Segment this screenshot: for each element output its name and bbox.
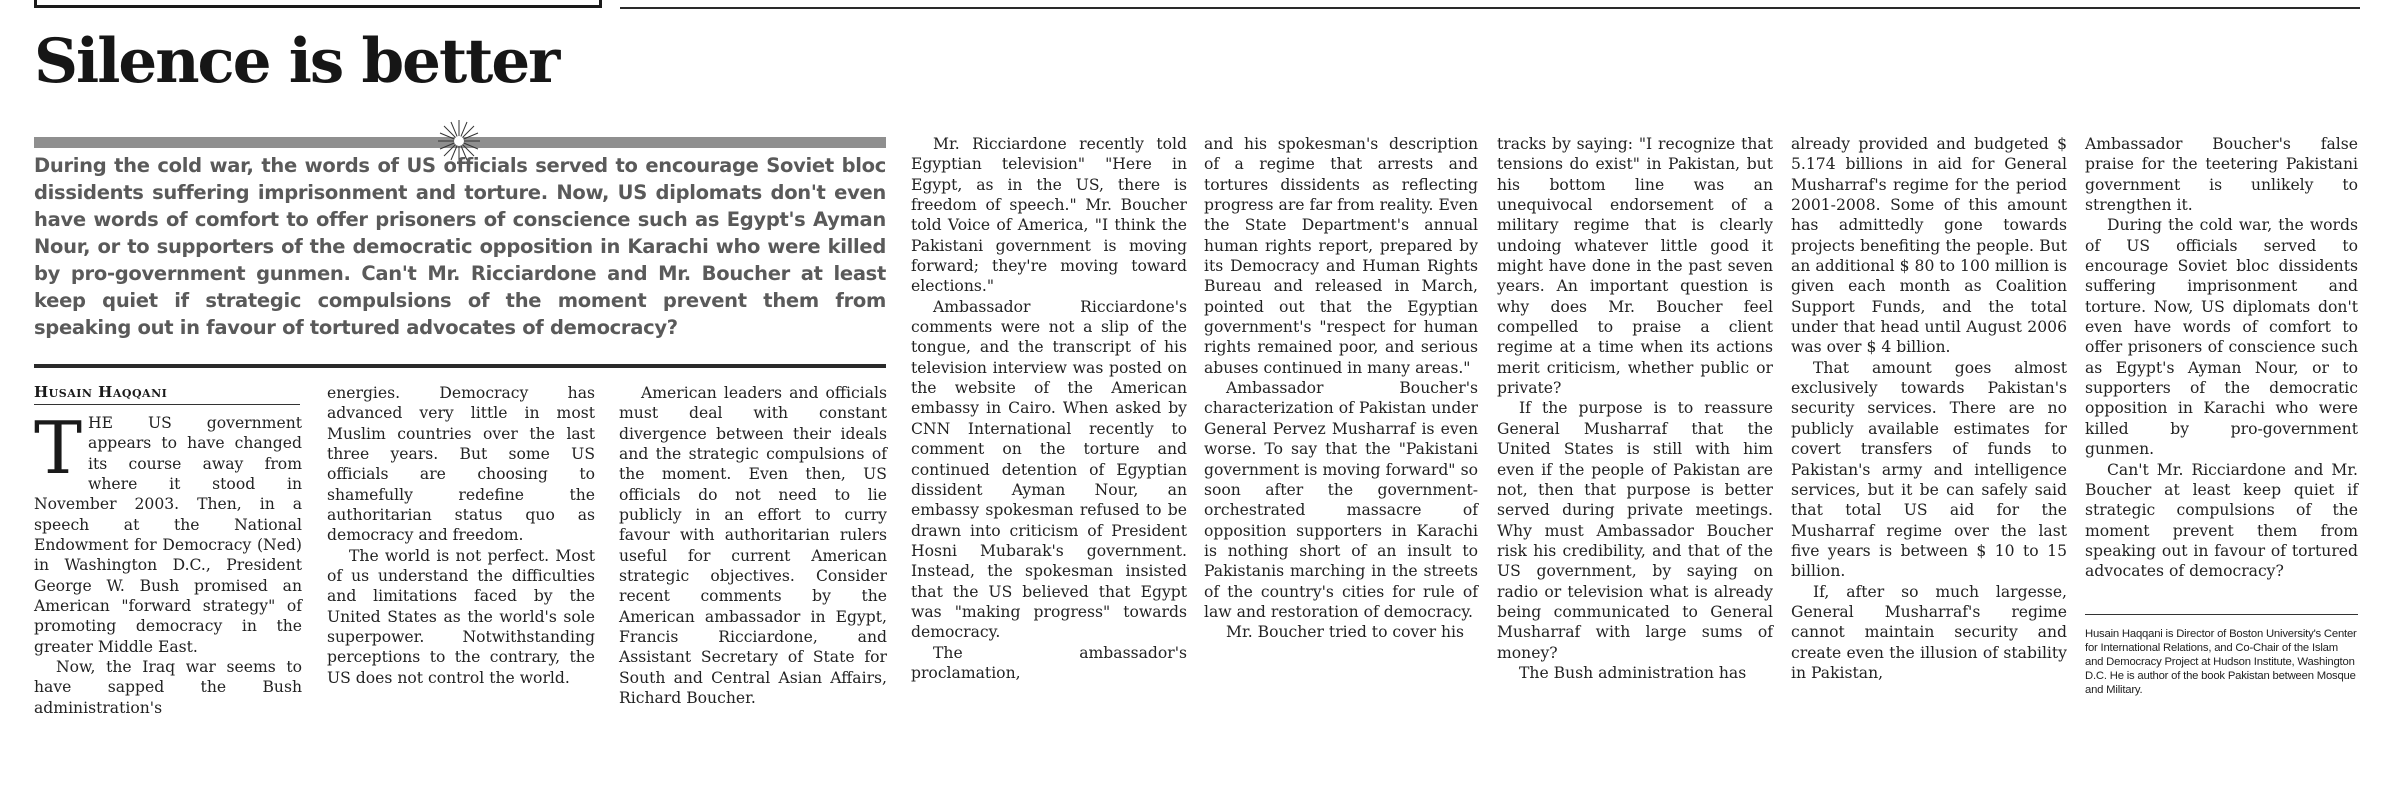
- paragraph: American leaders and officials must deal with constant divergence between their ideals and the strategic compulsions of the moment. Even then, US officials do not need to lie publicly in an effort to curry favour with authoritarian rulers useful for current American strategic objectives. Consider recent comments by the American ambassador in Egypt, Francis Ricciardone, and Assistant Secretary of State for South and Central Asian Affairs, Richard Boucher.: [619, 384, 887, 708]
- column-3: [619, 383, 887, 709]
- paragraph: Mr. Ricciardone recently told Egyptian television" "Here in Egypt, as in the US, there is freedom of speech." Mr. Boucher told Voice of America, "I think the Pakistani government is moving forward; they're moving toward elections.": [911, 135, 1187, 296]
- paragraph: energies. Democracy has advanced very little in most Muslim countries over the last three years. But some US officials are choosing to shamefully redefine the authoritarian status quo as democracy and freedom.: [327, 384, 595, 545]
- column-8: [2085, 134, 2358, 582]
- paragraph: Now, the Iraq war seems to have sapped the Bush administration's: [34, 658, 302, 717]
- byline-rule: [34, 404, 300, 405]
- column-5: [1204, 134, 1478, 643]
- paragraph: Ambassador Boucher's false praise for the teetering Pakistani government is unlikely to strengthen it.: [2085, 135, 2358, 215]
- top-box-frame: [34, 0, 602, 8]
- paragraph: tracks by saying: "I recognize that tensions do exist" in Pakistan, but his bottom line was an unequivocal endorsement of a military regime that is clearly undoing whatever little good it might have done in the past seven years. An important question is why does Mr. Boucher feel compelled to praise a client regime at a time when its actions merit criticism, whether public or private?: [1497, 135, 1773, 398]
- standfirst-bottom-rule: [34, 364, 886, 368]
- top-rule: [620, 7, 2360, 9]
- paragraph: and his spokesman's description of a regime that arrests and tortures dissidents as reflecting progress are far from reality. Even the State Department's annual human rights report, prepared by its Democracy and Human Rights Bureau and released in March, pointed out that the Egyptian government's "respect for human rights remained poor, and serious abuses continued in many areas.": [1204, 135, 1478, 377]
- paragraph: During the cold war, the words of US officials served to encourage Soviet bloc dissidents suffering imprisonment and torture. Now, US diplomats don't even have words of comfort to offer prisoners of conscience such as Egypt's Ayman Nour, or to supporters of the democratic opposition in Karachi who were killed by pro-government gunmen.: [2085, 216, 2358, 459]
- drop-cap: T: [34, 406, 83, 490]
- paragraph: Mr. Boucher tried to cover his: [1226, 623, 1465, 642]
- paragraph: Ambassador Boucher's characterization of Pakistan under General Pervez Musharraf is even worse. To say that the "Pakistani government is moving forward" so soon after the government-orchestrated massacre of opposition supporters in Karachi is nothing short of an insult to Pakistanis marching in the streets of the country's cities for rule of law and restoration of democracy.: [1204, 379, 1478, 621]
- column-1: [34, 406, 302, 718]
- column-4: [911, 134, 1187, 683]
- paragraph: That amount goes almost exclusively towards Pakistan's security services. There are no publicly available estimates for covert transfers of funds to Pakistan's army and intelligence services, but it be can safely said that total US aid for the Musharraf regime over the last five years is between $ 10 to 15 billion.: [1791, 358, 2067, 581]
- headline: Silence is better: [34, 26, 559, 97]
- paragraph: already provided and budgeted $ 5.174 billions in aid for General Musharraf's regime for the period 2001-2008. Some of this amount has admittedly gone towards projects benefiting the people. But an additional $ 80 to 100 million is given each month as Coalition Support Funds, and the total under that head until August 2006 was over $ 4 billion.: [1791, 135, 2067, 357]
- byline: Husain Haqqani: [34, 383, 168, 401]
- column-7: [1791, 134, 2067, 683]
- paragraph: The Bush administration has: [1519, 663, 1747, 682]
- paragraph: The ambassador's proclamation,: [911, 643, 1187, 682]
- column-2: [327, 383, 595, 688]
- column-6: [1497, 134, 1773, 683]
- paragraph: HE US government appears to have changed its course away from where it stood in November 2003. Then, in a speech at the National Endowment for Democracy (Ned) in Washington D.C., President George W. Bush promised an American "forward strategy" of promoting democracy in the greater Middle East.: [34, 414, 302, 656]
- paragraph: If, after so much largesse, General Musharraf's regime cannot maintain security and create even the illusion of stability in Pakistan,: [1791, 582, 2067, 682]
- author-bio: Husain Haqqani is Director of Boston University's Center for International Relations, and Co-Chair of the Islam and Democracy Project at Hudson Institute, Washington D.C. He is author of the book Pakistan between Mosque and Military.: [2085, 628, 2357, 696]
- paragraph: The world is not perfect. Most of us understand the difficulties and limitations faced by the United States as the world's sole superpower. Notwithstanding perceptions to the contrary, the US does not control the world.: [327, 546, 595, 687]
- standfirst: During the cold war, the words of US officials served to encourage Soviet bloc dissidents suffering imprisonment and torture. Now, US diplomats don't even have words of comfort to offer prisoners of conscience such as Egypt's Ayman Nour, or to supporters of the democratic opposition in Karachi who were killed by pro-government gunmen. Can't Mr. Ricciardone and Mr. Boucher at least keep quiet if strategic compulsions of the moment prevent them from speaking out in favour of tortured advocates of democracy?: [34, 154, 886, 339]
- paragraph: Can't Mr. Ricciardone and Mr. Boucher at least keep quiet if strategic compulsions of the moment prevent them from speaking out in favour of tortured advocates of democracy?: [2085, 460, 2358, 581]
- bio-rule: [2085, 614, 2358, 615]
- paragraph: If the purpose is to reassure General Musharraf that the United States is still with him even if the people of Pakistan are not, then that purpose is better served during private meetings. Why must Ambassador Boucher risk his credibility, and that of the US government, by saying on radio or television what is already being communicated to General Musharraf with large sums of money?: [1497, 399, 1773, 662]
- paragraph: Ambassador Ricciardone's comments were not a slip of the tongue, and the transcript of his television interview was posted on the website of the American embassy in Cairo. When asked by CNN International recently to comment on the torture and continued detention of Egyptian dissident Ayman Nour, an embassy spokesman refused to be drawn into criticism of President Hosni Mubarak's government. Instead, the spokesman insisted that the US believed that Egypt was "making progress" towards democracy.: [911, 297, 1187, 642]
